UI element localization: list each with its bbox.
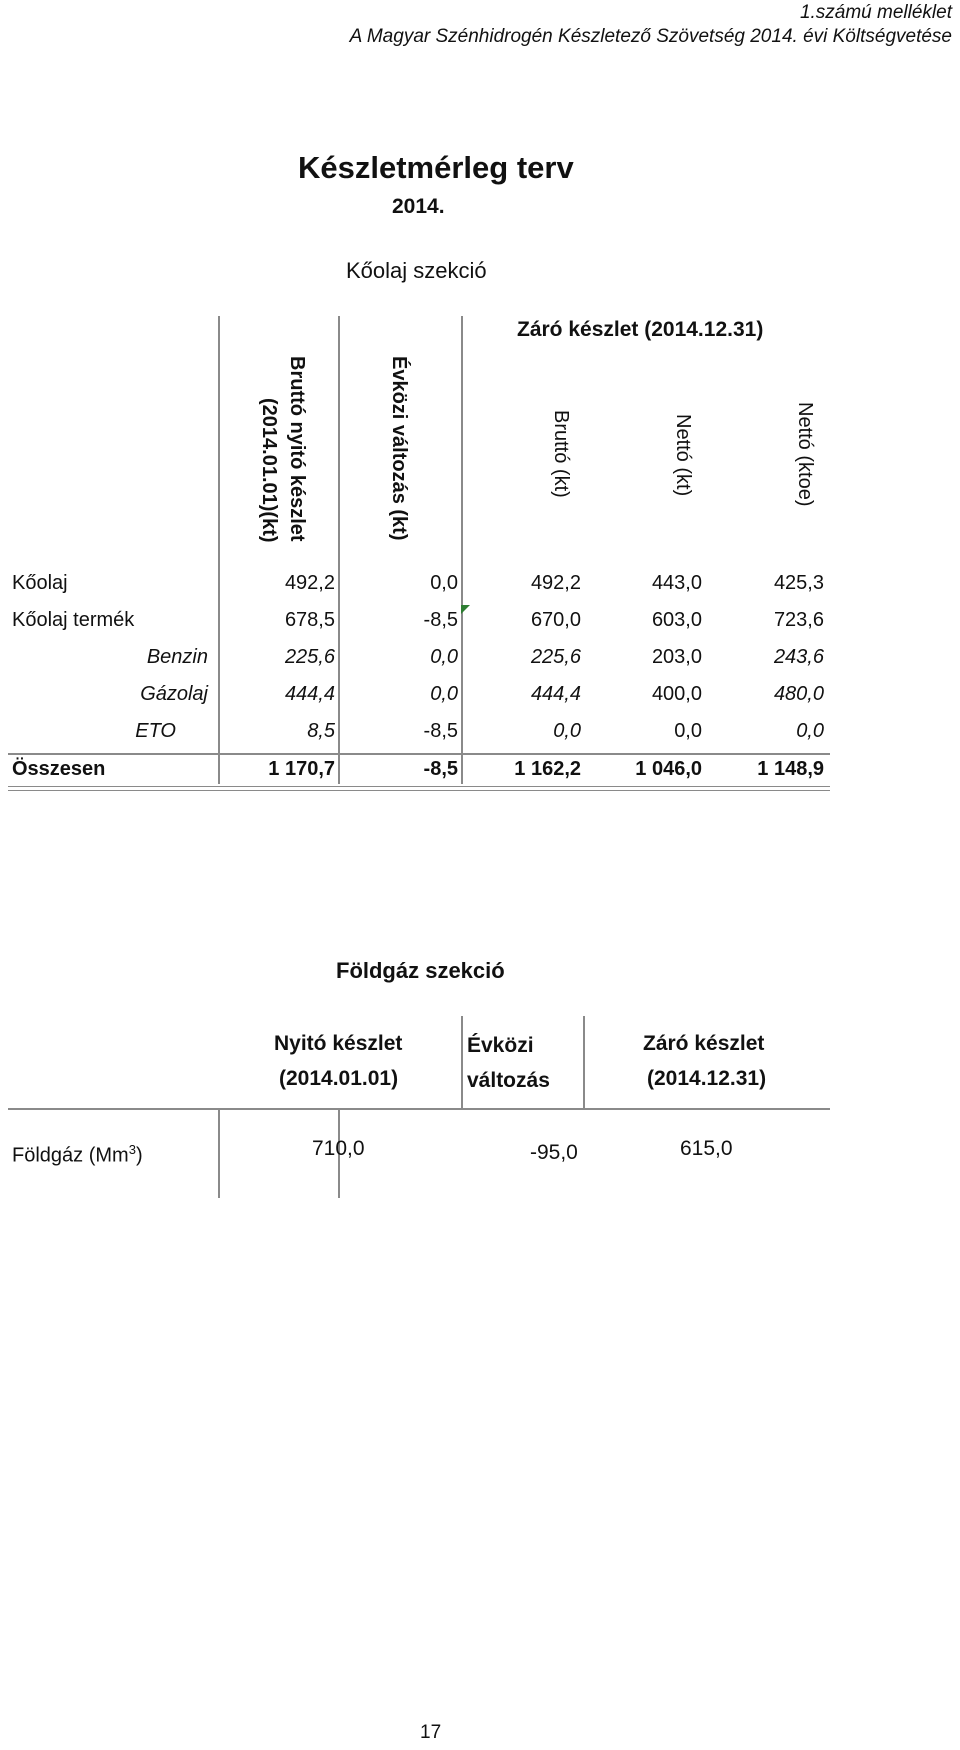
brutto-open-value: 225,6 [284,646,335,668]
row-label: Benzin [146,646,208,668]
netto-kt-value: 603,0 [651,609,702,631]
gas-close-header-date: (2014.12.31) [647,1067,767,1090]
column-divider [583,1016,585,1108]
netto-kt-value: 443,0 [651,572,702,594]
brutto-value: 225,6 [530,646,581,668]
netto-ktoe-value: 425,3 [773,572,824,594]
brutto-value: 670,0 [530,609,581,631]
brutto-value: 444,4 [530,683,581,705]
netto-ktoe-value: 0,0 [796,720,824,742]
annex-label: 1.számú melléklet [799,2,952,23]
header-brutto-kt: Bruttó (kt) [550,410,572,498]
page-title: Készletmérleg terv [298,150,574,185]
gas-change-header-2: változás [467,1069,550,1092]
gas-row-label-sup: 3 [128,1142,136,1157]
netto-ktoe-value: 723,6 [773,609,824,631]
header-netto-kt: Nettó (kt) [672,414,694,497]
gas-section-title: Földgáz szekció [336,958,505,983]
change-value: 0,0 [430,646,458,668]
netto-kt-value: 1 046,0 [635,758,702,780]
table-bottom-border [8,790,830,791]
brutto-open-value: 444,4 [284,683,335,705]
brutto-value: 1 162,2 [514,758,581,780]
closing-stock-header: Záró készlet (2014.12.31) [517,318,764,341]
change-value: 0,0 [430,572,458,594]
column-divider [218,1108,220,1198]
netto-kt-value: 203,0 [651,646,702,668]
row-label: Összesen [12,758,106,780]
brutto-open-value: 678,5 [284,609,335,631]
change-value: -8,5 [423,758,458,780]
gas-open-header-date: (2014.01.01) [279,1067,399,1090]
row-label: Kőolaj termék [12,609,135,631]
gas-change-value: -95,0 [530,1141,578,1164]
header-brutto-open-date: (2014.01.01)(kt) [258,398,280,543]
netto-kt-value: 0,0 [674,720,702,742]
column-divider [461,316,463,784]
oil-section-title: Kőolaj szekció [346,258,487,283]
budget-subtitle: A Magyar Szénhidrogén Készletező Szövetség 2014. évi Költségvetése [349,26,952,47]
column-divider [218,316,220,784]
gas-open-header: Nyitó készlet [274,1032,403,1055]
total-separator [8,753,830,755]
row-label: Gázolaj [140,683,208,705]
gas-open-value: 710,0 [312,1137,365,1160]
column-divider [338,316,340,784]
gas-change-header: Évközi [467,1034,534,1057]
table-bottom-border [8,786,830,787]
header-annual-change: Évközi változás (kt) [388,356,410,541]
netto-ktoe-value: 243,6 [773,646,824,668]
change-value: -8,5 [423,609,458,631]
gas-close-value: 615,0 [680,1137,733,1160]
change-value: -8,5 [423,720,458,742]
year-label: 2014. [392,195,445,218]
netto-kt-value: 400,0 [651,683,702,705]
netto-ktoe-value: 1 148,9 [757,758,824,780]
page-number: 17 [420,1722,442,1743]
gas-header-border [8,1108,830,1110]
gas-row-label-text: Földgáz (Mm [12,1144,129,1167]
brutto-open-value: 1 170,7 [268,758,335,780]
row-label: ETO [135,720,176,742]
row-label: Kőolaj [12,572,68,594]
brutto-value: 492,2 [530,572,581,594]
column-divider [461,1016,463,1108]
brutto-open-value: 492,2 [284,572,335,594]
comment-marker-icon [461,605,470,614]
header-netto-ktoe: Nettó (ktoe) [794,402,816,507]
netto-ktoe-value: 480,0 [773,683,824,705]
gas-row-label [12,1142,143,1168]
brutto-open-value: 8,5 [307,720,335,742]
header-brutto-open: Bruttó nyitó készlet [286,356,308,542]
brutto-value: 0,0 [553,720,581,742]
gas-close-header: Záró készlet [643,1032,765,1055]
gas-row-label-end: ) [135,1144,143,1167]
change-value: 0,0 [430,683,458,705]
